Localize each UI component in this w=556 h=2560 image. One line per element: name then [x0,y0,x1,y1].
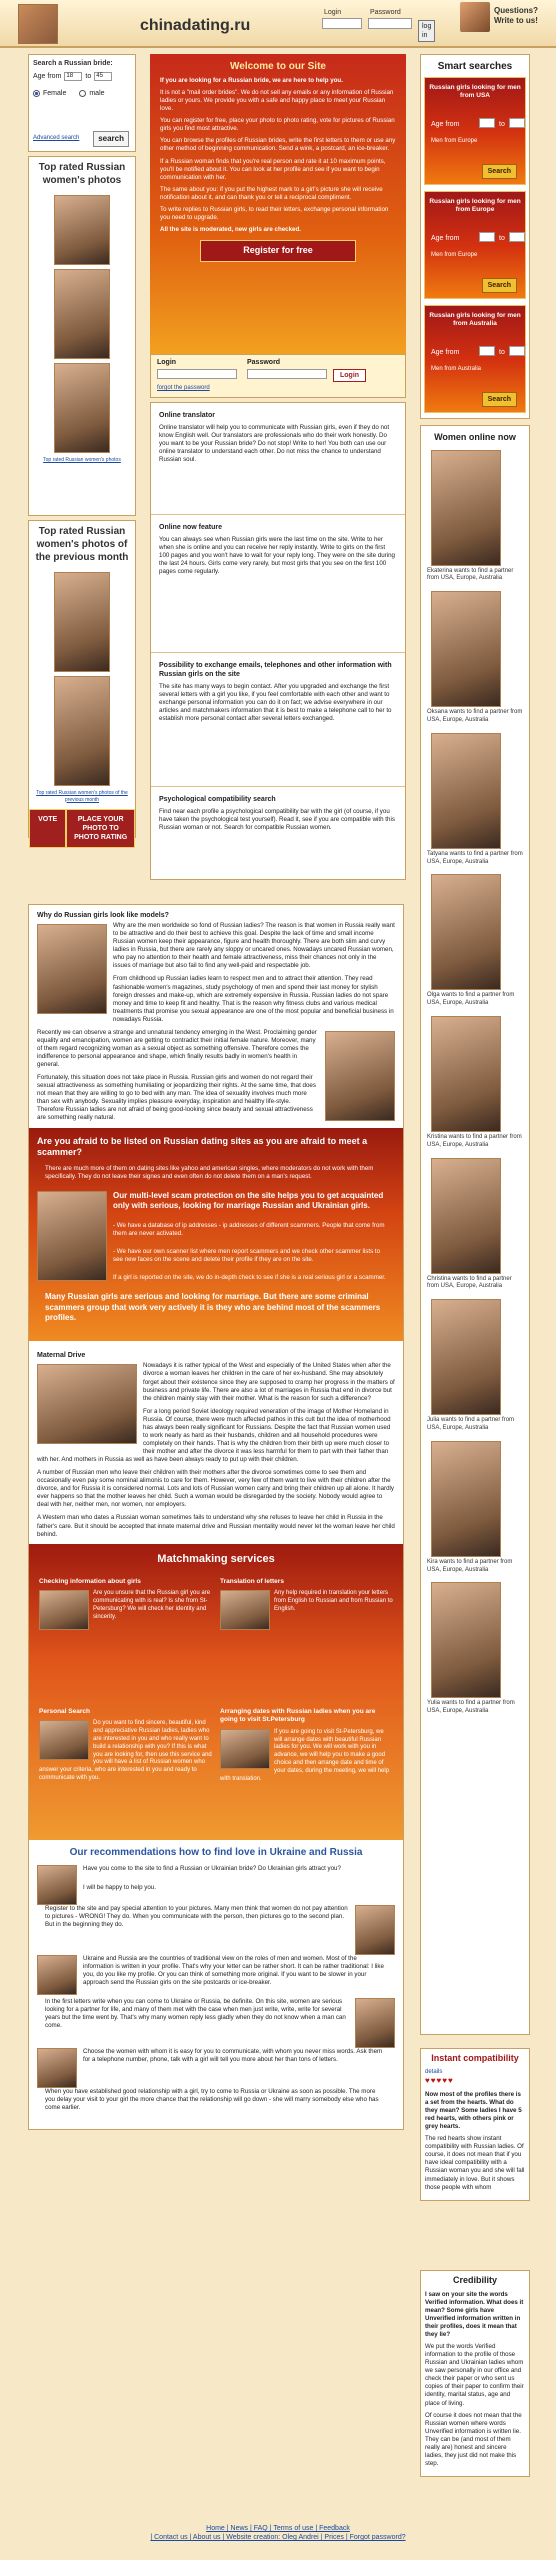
compat-title: Instant compatibility [431,2053,519,2063]
scam-p4: If a girl is reported on the site, we do in-depth check to see if she is a real serious girl or a scammer. [113,1274,386,1282]
compat-details-link[interactable]: details [425,2068,443,2075]
password-label: Password [370,9,401,16]
male-radio[interactable] [79,90,86,97]
login-panel-password-label: Password [247,359,281,366]
female-label: Female [43,90,67,98]
mm-cell-title: Checking information about girls [39,1577,141,1585]
online-woman-caption[interactable]: Oksana wants to find a partner from USA, Europe, Australia [427,709,523,724]
maternal-title: Maternal Drive [37,1352,86,1360]
search-form [28,54,136,152]
scam-p2: - We have a database of ip addresses - ip addresses of different scammers. People that come from them are never activated. [113,1221,385,1237]
recs-photo-4 [37,2048,77,2088]
welcome-p4: You can browse the profiles of Russian brides, write the first letters to them or use any other method of beginning communication. Send a wink, a postcard, an ice-breaker. [160,137,396,153]
smart-age-label: Age from [431,235,460,242]
feature-text: You can always see when Russian girls were the last time on the site. Write to her when she is online and you can receive her reply instantly. Write to girls on the first 100 pages and you won't have to wait for your reply long. They were on the site during the last 24 hours. Girls come very rarely, but most girls that you see on the first 100 pages come regularly. [159,536,395,576]
maternal-p3: A number of Russian men who leave their children with their mothers after the divorce sometimes come to see them and occasionally even pay some nominal alimonis to care for them. However, very few of them want to live with their children after the divorce, and for Russia it is considered normal. Lots and lots of Russian women carry and bring their children up all alone. It hardly ever happens so that the mother leaves her child. Such a woman would be disregarded by the society. Nobody would agree to deal with her, neither men, nor women, nor employers. [37,1469,394,1509]
questions-widget[interactable] [460,2,554,42]
online-woman-caption[interactable]: Kristina wants to find a partner from USA, Europe, Australia [427,1134,522,1148]
right-column [420,54,530,2035]
mm-cell-text: If you are going to visit St-Petersburg, we will arrange dates with beautiful Russian ladies for you. We will work with you in advance, we will help you to make a good choice and then arrange date and time of your dates, during the meeting, we will help with translation. [220,1728,390,1782]
smart-age-from-select[interactable] [479,232,495,242]
top-women-panel [28,156,136,516]
age-to-label: to [85,73,92,81]
feature-exchange-contacts [151,653,405,787]
cred-title: Credibility [452,2275,497,2285]
header-login-input[interactable] [322,18,362,29]
login-panel-login-label: Login [157,359,177,366]
welcome-p8: All the site is moderated, new girls are checked. [160,225,301,233]
online-woman-photo[interactable] [431,1299,501,1415]
footer-links[interactable]: Home | News | FAQ | Terms of use | Feedback [206,2525,350,2532]
why-photo-1 [37,924,107,1014]
online-woman-caption[interactable]: Julia wants to find a partner from USA, Europe, Australia [427,1417,515,1432]
credibility-panel [420,2270,530,2477]
cred-p1: I saw on your site the words Verified information. What does it mean? Some girls have Unverified information written in their profiles, does it mean that they lie? [425,2290,524,2338]
maternal-photo [37,1364,137,1444]
main-column [150,54,406,880]
welcome-title: Welcome to our Site [230,61,326,72]
smart-search-australia [424,305,526,413]
smart-age-to-select[interactable] [509,118,525,128]
welcome-p5: If a Russian woman finds that you're real person and rate it at 10 maximum points, you'll be notified about it. You can look at her profile and see if you want to begin communication with her. [160,157,386,181]
online-woman-caption[interactable]: Olga wants to find a partner from USA, Europe, Australia [427,992,515,1007]
scam-section [29,1128,403,1342]
male-label: male [89,90,105,98]
header-login-button[interactable]: log in [418,20,435,42]
top-month-title: Top rated Russian women's photos of the previous month [35,526,129,563]
mm-cell-text: Are you unsure that the Russian girl you are communicating with is real? Is she from St-Petersburg? We will check her identity and sincerity. [93,1590,211,1620]
smart-search-button[interactable]: Search [482,392,517,407]
feature-text: Find near each profile a psychological compatibility bar with the girl (of course, if you have taken the psychological test yourself). Read it, see if you are compatible with this Russian woman or not. Search for compatible Russian women. [159,808,395,832]
mm-arranging-dates[interactable] [216,1704,397,1834]
header [0,0,556,48]
smart-search-usa [424,77,526,185]
online-woman[interactable] [421,1156,529,1298]
welcome-p2: It is not a "mail order brides". We do not sell any emails or any information of Russian ladies or yours. We provide you with a safe and happy place to meet your Russian love. [160,89,394,113]
scam-p3: - We have our own scanner list where men report scammers and we check other scammer lists to see new faces on the scene and delete their profile if they are on the site. [113,1247,381,1263]
welcome-p7: To write replies to Russian girls, to read their letters, exchange personal information you need to upgrade. [160,205,389,221]
compatibility-panel [420,2048,530,2201]
search-title: Search a Russian bride: [33,60,113,67]
smart-age-to-select[interactable] [509,346,525,356]
feature-title: Online translator [159,412,216,419]
site-logo[interactable]: chinadating.ru [140,17,251,34]
smart-from-label: Men from Europe [431,138,478,144]
recs-p7: When you have established good relationship with a girl, try to come to Russia or Ukraine as soon as possible. The more you delay your visit to your girl the more chance that the relationship will go down - she will marry somebody else who has come earlier. [45,2088,379,2112]
scam-big-2: Many Russian girls are serious and looking for marriage. But there are some criminal scammers group that work very actively it is they who are behind most of the scammers profiles. [45,1292,381,1322]
recs-p1: Have you come to the site to find a Russian or Ukrainian bride? Do Ukrainian girls attract you? [83,1864,341,1872]
top-month-photo-2[interactable] [54,676,110,786]
mm-cell-title: Personal Search [39,1707,90,1715]
online-woman[interactable] [421,1439,529,1581]
online-woman[interactable] [421,448,529,590]
mm-cell-title: Arranging dates with Russian ladies when you are going to visit St.Petersburg [220,1707,376,1724]
online-woman-photo[interactable] [431,1582,501,1698]
recommendations-section [29,1840,403,2129]
recs-title: Our recommendations how to find love in Ukraine and Russia [69,1846,363,1858]
online-woman[interactable] [421,1297,529,1439]
why-p2: From childhood up Russian ladies learn to respect men and to attract their attention. They read fashionable women's magazines, study psychology of men and spend their last money for stylish foreign dresses and make-up, which are extremely expensive in Russia. Russian ladies do not spare money and time to keep fit and healthy. That is the reason why fitness clubs and various medical treatments that promise you sexual appearance are one of the most popular and beneficial business in nowadays Russia. [113,975,394,1023]
feature-title: Online now feature [159,524,223,531]
support-avatar [460,2,490,32]
smart-age-from-select[interactable] [479,346,495,356]
feature-compatibility [151,787,405,879]
top-women-link[interactable]: Top rated Russian women's photos [43,457,121,463]
top-month-photo-1[interactable] [54,572,110,672]
login-panel-login-input[interactable] [157,369,237,379]
smart-age-from-select[interactable] [479,118,495,128]
compat-hearts: ♥♥♥♥♥ [425,2076,454,2086]
why-p1: Why are the men worldwide so fond of Russian ladies? The reason is that women in Russia really want to be attractive and do their best to achieve this goal. Despite the lack of time and small income Russian women keep their appearance, figure and health thoroughly. There are both slim and curvy ladies in Russia, but there are rarely any sloppy or uncared ones. Nowadays uncared Russian women, who pay no attention to their health and female attractiveness, miss their chances not only in the issues of marriage but also fail to find any well-paid and respectable job. [113,922,395,970]
mm-personal-search[interactable] [35,1704,216,1834]
online-woman-caption[interactable]: Tatyana wants to find a partner from USA, Europe, Australia [427,850,523,865]
online-woman-photo[interactable] [431,1441,501,1557]
smart-title: Smart searches [437,61,513,72]
scam-big: Our multi-level scam protection on the site helps you to get acquainted only with serious, looking for marriage Russian and Ukrainian girls. [113,1191,384,1211]
recs-p3: Register to the site and pay special attention to your pictures. Many men think that women do not pay attention to pictures - WRONG! They do. When you communicate with the person, then pictures go to the second plan. But in the beginning they do. [45,1904,348,1929]
mm-checking-info[interactable] [35,1574,216,1704]
smart-search-button[interactable]: Search [482,164,517,179]
women-online-panel [420,425,530,2035]
age-to-select[interactable]: 45 [94,72,112,81]
mm-cell-title: Translation of letters [220,1577,284,1585]
female-radio[interactable] [33,90,40,97]
age-from-label: Age from [33,73,62,81]
search-button[interactable]: search [93,131,129,147]
vote-button[interactable]: VOTE [29,809,66,848]
why-photo-2 [325,1031,395,1121]
smart-age-to-label: to [499,235,505,242]
recs-p2: I will be happy to help you. [83,1884,156,1891]
online-woman[interactable] [421,1580,529,1722]
recs-p4: Ukraine and Russia are the countries of traditional view on the roles of men and women. Most of the information is written in your profile. That's why your letter can be rather short. It can be rather traditional: I like you, do you like my profile. Or you can think of something more original. If you want to be slower in your approach send the Russian girls on the site postcards or ice-breaker. [83,1954,384,1987]
top-woman-photo-3[interactable] [54,363,110,453]
recs-photo-2 [37,1955,77,1995]
online-woman-caption[interactable]: Yulia wants to find a partner from USA, Europe, Australia [427,1700,515,1715]
cred-p3: Of course it does not mean that the Russian women where words Unverified information is written lie. They can be (and most of them really are) honest and sincere ladies, they just did not make this step. [425,2411,522,2467]
smart-age-label: Age from [431,349,460,356]
header-password-input[interactable] [368,18,412,29]
cred-p2: We put the words Verified information to the profile of those Russian and Ukrainian ladies whom we saw personally in our office and check their paper or who sent us copies of their paper to confirm their identity, marital status, age and place of living. [425,2343,524,2407]
questions-title: Questions? [494,6,539,15]
mm-thumb [220,1590,270,1630]
compat-p2: The red hearts show instant compatibility with Russian ladies. Of course, it does not mean that if you have ideal compatibility with a Russian woman you and she will fall immediately in love. But it shows those people with whom [425,2135,525,2191]
mm-thumb [39,1720,89,1760]
mm-translation[interactable] [216,1574,397,1704]
recs-photo-1 [355,1905,395,1955]
login-panel-button[interactable]: Login [333,369,366,382]
welcome-panel [150,54,406,354]
recs-p6: Choose the women with whom it is easy for you to communicate, with whom you never miss words. Ask them for a telephone number, phone, talk with a girl will tell you more about her than tons of letters. [83,2048,383,2064]
mm-cell-text: Do you want to find sincere, beautiful, kind and appreciative Russian ladies, ladies who are interested in you and who really want to build a relationship with you? If this is what you are looking for, then use this service and you will have a list of Russian women who answer your criteria, who are interested in you and ready to communicate with you. [39,1720,212,1781]
online-woman-caption[interactable]: Ekaterina wants to find a partner from USA, Europe, Australia [427,567,514,582]
feature-online-now [151,515,405,653]
maternal-p2: For a long period Soviet ideology required veneration of the image of Mother Homeland in Russia. Of course, there were much affected pathos in this cult but the idea of motherhood has always been really significant for Russians. Despite the fact that Russian women used to work nearly as hard as their husbands, children and all household procedures were completely on their hands. That is why the children from their birth up were much closer to their mother and after the divorce it was less harmful for them to part with their father than with her. And mothers in Russia as well as have been always ready to put up with their children. [37,1407,391,1464]
online-woman-caption[interactable]: Kira wants to find a partner from USA, Europe, Australia [427,1558,513,1573]
smart-search-europe [424,191,526,299]
questions-subtitle: Write to us! [494,16,538,26]
online-woman[interactable] [421,872,529,1014]
register-button[interactable]: Register for free [200,240,356,262]
online-woman-photo[interactable] [431,874,501,990]
scam-photo [37,1191,107,1281]
top-woman-photo-2[interactable] [54,269,110,359]
feature-translator [151,403,405,515]
top-woman-photo-1[interactable] [54,195,110,265]
logo-photo [18,4,58,44]
compat-p1: Now most of the profiles there is a set from the hearts. What do they mean? Some ladies I have 5 red hearts, with others pink or grey hearts. [425,2090,522,2131]
matchmaking-section [29,1544,403,1840]
online-woman-photo[interactable] [431,591,501,707]
maternal-p1: Nowadays it is rather typical of the West and especially of the United States when after the divorce a woman leaves her children in the care of her ex-husband. She may absolutely forget about their existence since they are supposed to cramp her progress in the matters of business and private life. There are also a lot of marriages in Russia that end in divorce but the children mainly stay with their mother. What is the reason for such a difference? [143,1362,395,1402]
age-from-select[interactable]: 18 [64,72,82,81]
online-woman[interactable] [421,1014,529,1156]
women-online-title: Women online now [434,432,516,442]
scam-p1: There are much more of them on dating sites like yahoo and american singles, where moderators do not work with them specifically. They do not leave their signes and even often do not delete them on a man's request. [45,1164,374,1180]
forgot-password-link[interactable]: forgot the password [157,385,210,391]
top-month-link[interactable]: Top rated Russian women's photos of the previous month [36,790,128,803]
smart-age-label: Age from [431,121,460,128]
smart-search-button[interactable]: Search [482,278,517,293]
online-woman-photo[interactable] [431,733,501,849]
feature-title: Psychological compatibility search [159,796,276,803]
recs-p5: In the first letters write when you can come to Ukraine or Russia, be definite. On this site, women are serious looking for a partner for life, and many of them met with the case when men just write, write, write for several years but the time went by. That's why many women reply less gladly when they do not know when a man can come. [45,1998,346,2030]
smart-searches [420,54,530,419]
smart-search-title: Russian girls looking for men from Australia [429,312,521,328]
smart-age-to-label: to [499,121,505,128]
smart-search-title: Russian girls looking for men from Europe [429,198,521,214]
login-label: Login [324,9,342,16]
welcome-p1: If you are looking for a Russian bride, we are here to help you. [160,77,343,84]
login-panel-password-input[interactable] [247,369,327,379]
online-woman[interactable] [421,731,529,873]
welcome-p3: You can register for free, place your photo to photo rating, vote for pictures of Russian girls you find most attractive. [160,117,395,133]
smart-from-label: Men from Europe [431,252,478,258]
mm-cell-text: Any help required in translation your letters from English to Russian and from Russian to English. [274,1590,393,1612]
top-women-title: Top rated Russian women's photos [38,162,126,186]
feature-text: The site has many ways to begin contact. After you upgraded and exchange the first several letters with a girl you like, if you feel comfortable with each other and want to exchange personal information you can do it on fact; we advise everywhere in our articles and matchmakers information that it is best to make a telephone call to her to establish more personal contact after several letters exchanged. [159,683,392,723]
online-woman-caption[interactable]: Christina wants to find a partner from USA, Europe, Australia [427,1275,512,1290]
top-month-panel [28,520,136,842]
recs-photo-3 [355,1998,395,2048]
article-section [28,904,404,2130]
feature-title: Possibility to exchange emails, telephones and other information with Russian girls on the site [159,662,392,679]
why-p4: Fortunately, this situation does not take place in Russia. Russian girls and women do not regard their sexual attractiveness as something humiliating or jeopardizing their rights. At the same time, that does not mean that they are willing to go to bed with any man. The idea of sexuality involves much more than sex with anybody. Sexuality implies pleasure everyday, inspiration and healthy life-style. Therefore Russian ladies are not afraid of being good-looking since beauty and sexual attractiveness are something really natural. [37,1074,316,1122]
smart-from-label: Men from Australia [431,366,482,372]
feature-text: Online translator will help you to communicate with Russian girls, even if they do not know English well. Our translators are professionals who do their work honestly. Do you want to be your Russian bride? Do not stop! Write to her! You both can use our online translator to understand each other. Do not miss the chance to understand Russian soul. [159,424,390,464]
online-woman-photo[interactable] [431,1016,501,1132]
advanced-search-link[interactable]: Advanced search [33,135,80,141]
online-woman[interactable] [421,589,529,731]
smart-search-title: Russian girls looking for men from USA [429,84,521,100]
login-panel [150,354,406,398]
online-woman-photo[interactable] [431,450,501,566]
mm-thumb [39,1590,89,1630]
why-p3: Recently we can observe a strange and unnatural tendency emerging in the West. Proclaiming gender equality and emancipation, women are getting to contradict their initial female nature. Moreover, many of them regard recognizing woman as a sexual object as something offensive. Therefore comes the indifference to personal appearance and shape, which finally results badly in women's health in general. [37,1028,317,1069]
smart-age-to-select[interactable] [509,232,525,242]
footer [0,2524,556,2542]
mm-thumb [220,1729,270,1769]
features-panel [150,402,406,880]
place-photo-button[interactable]: PLACE YOUR PHOTO TO PHOTO RATING [66,809,135,848]
matchmaking-title: Matchmaking services [157,1552,275,1565]
footer-links-2[interactable]: | Contact us | About us | Website creation: Oleg Andrei | Prices | Forgot password? [150,2534,406,2542]
maternal-p4: A Western man who dates a Russian woman sometimes fails to understand why she refuses to leave her child in Russia in the father's care. But it should be accepted that innate maternal drive and Russian mentality would never let the woman leave her child behind. [37,1514,395,1538]
smart-age-to-label: to [499,349,505,356]
left-column [28,54,136,842]
scam-title: Are you afraid to be listed on Russian dating sites as you are afraid to meet a scammer? [37,1135,368,1158]
online-woman-photo[interactable] [431,1158,501,1274]
welcome-p6: The same about you: if you put the highest mark to a girl's picture she will receive notification about it, and can thank you or tell a reciprocal compliment. [160,185,383,201]
why-title: Why do Russian girls look like models? [37,912,169,919]
recs-avatar [37,1865,77,1905]
